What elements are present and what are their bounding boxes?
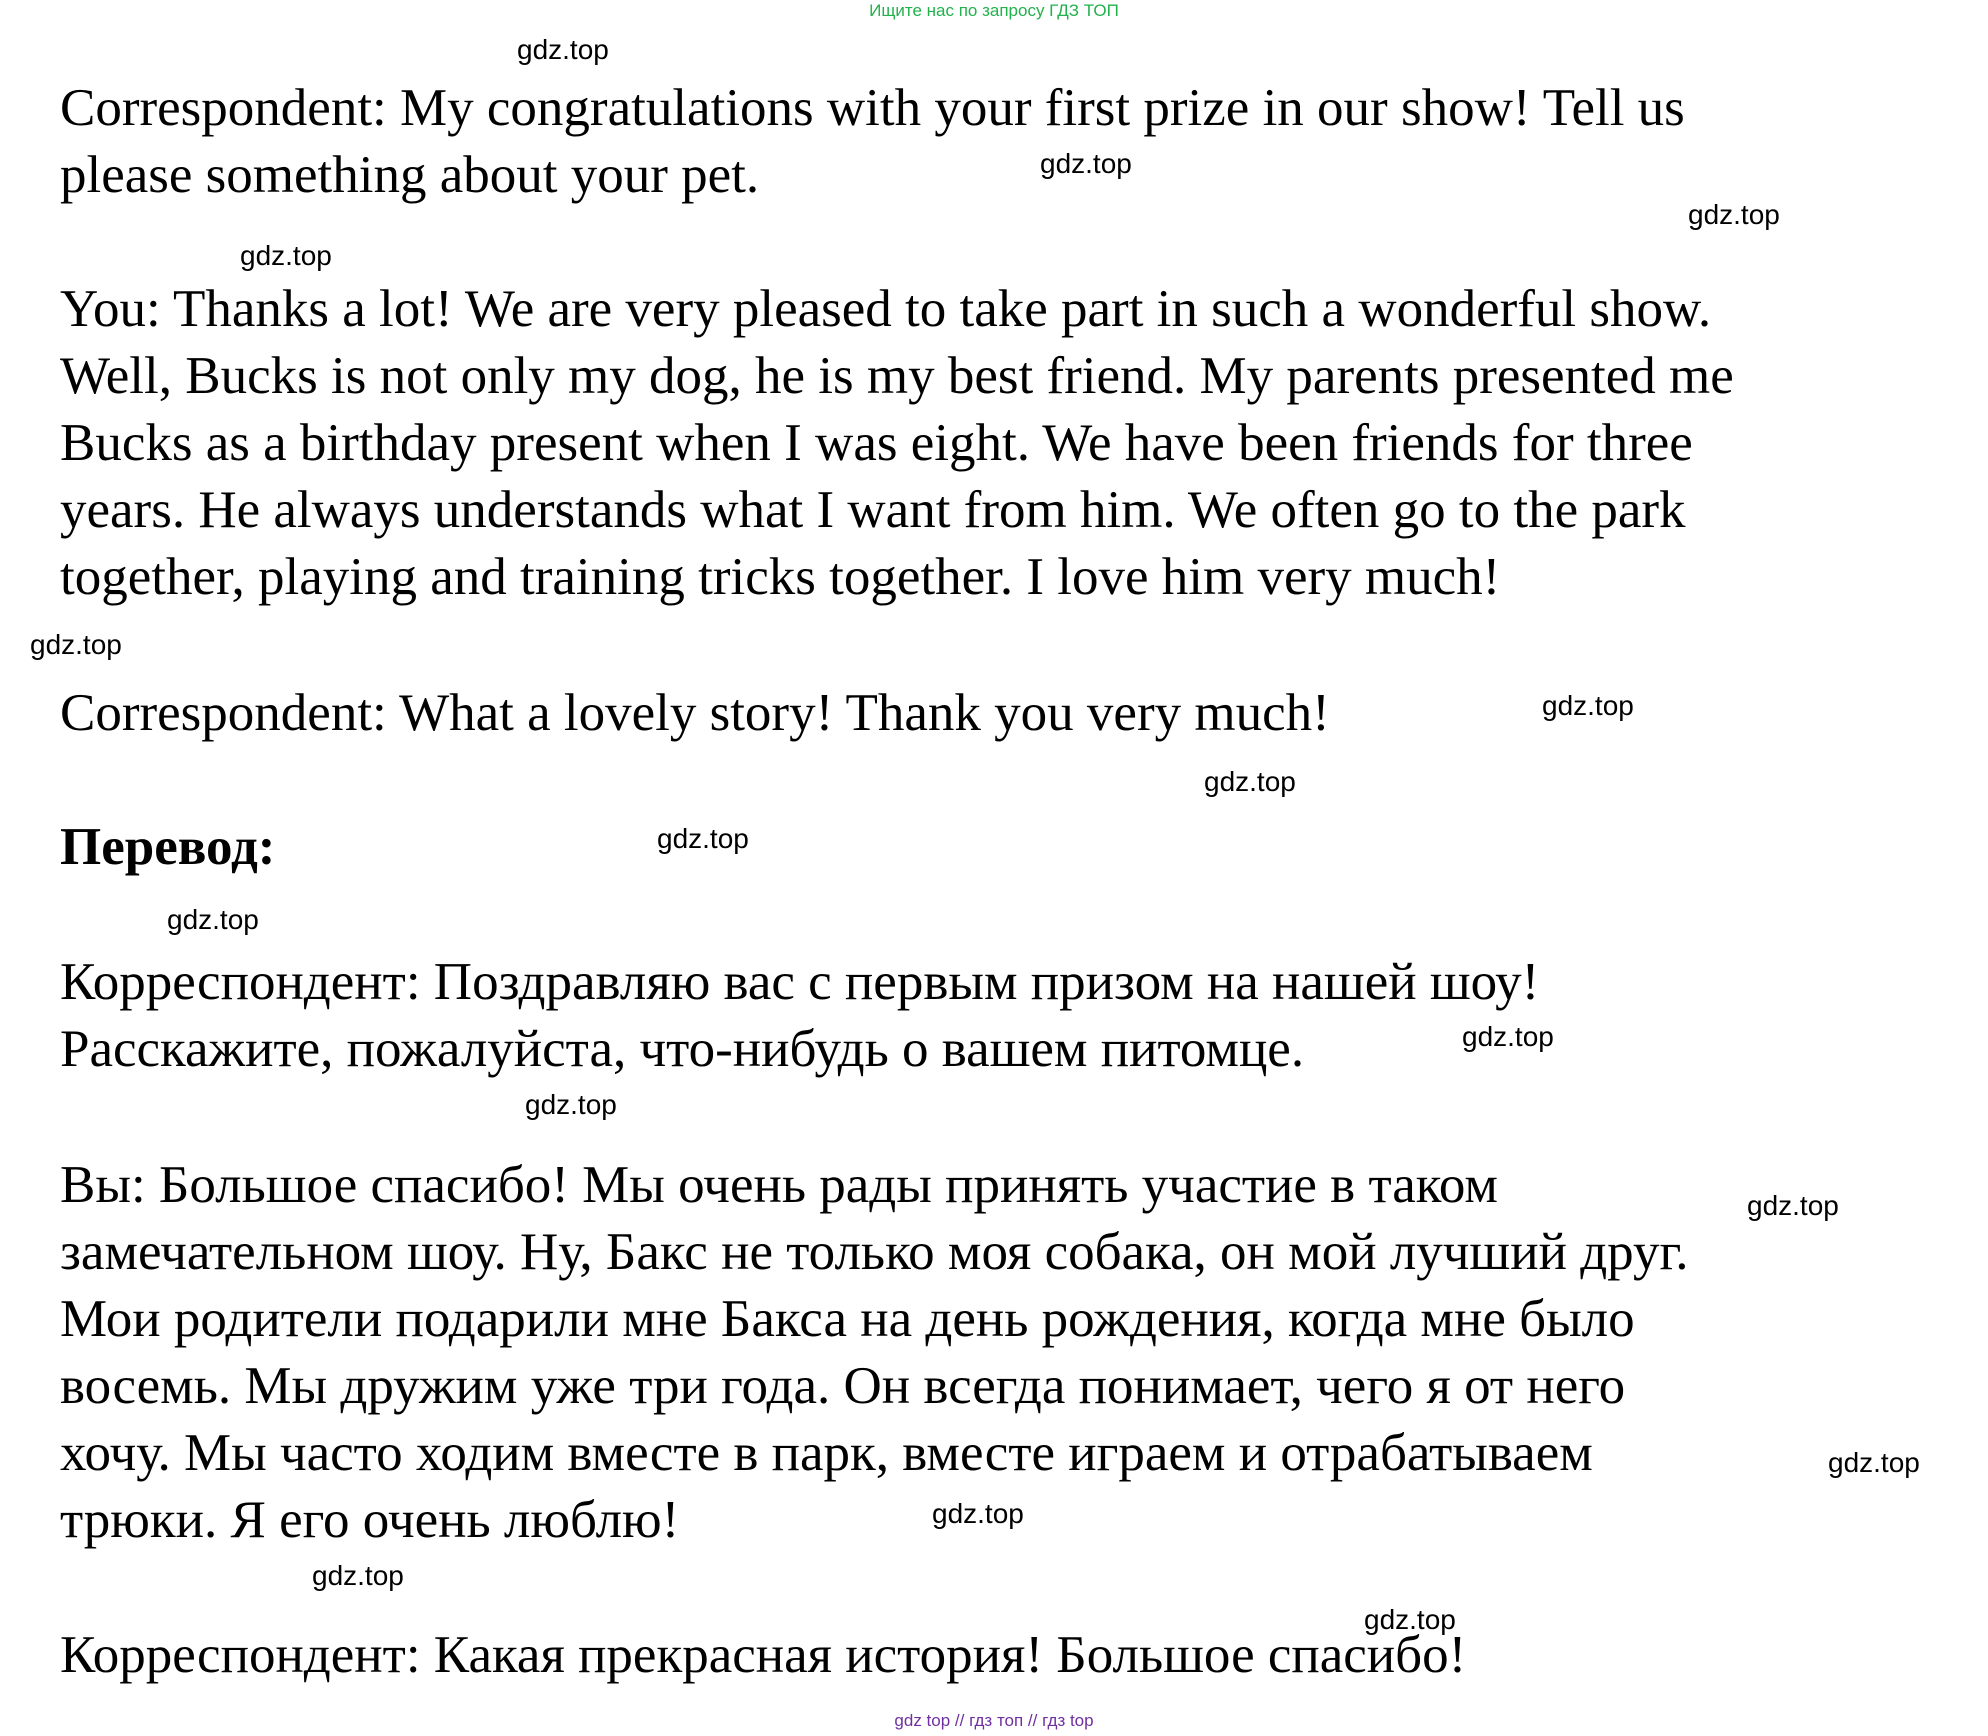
text-line: Bucks as a birthday present when I was eight. We have been friends for three	[60, 414, 1693, 472]
russian-paragraph-1	[60, 949, 1960, 1083]
text-line: Correspondent: What a lovely story! Thank you very much!	[60, 684, 1330, 742]
watermark: gdz.top	[517, 34, 609, 65]
watermark: gdz.top	[1542, 690, 1634, 721]
text-line: Расскажите, пожалуйста, что-нибудь о вашем питомце.	[60, 1020, 1305, 1078]
text-line: Корреспондент: Какая прекрасная история! Большое спасибо!	[60, 1626, 1467, 1684]
english-paragraph-2	[60, 276, 1960, 611]
watermark: gdz.top	[525, 1089, 617, 1120]
top-banner: Ищите нас по запросу ГДЗ ТОП	[869, 1, 1119, 20]
text-line: Корреспондент: Поздравляю вас с первым призом на нашей шоу!	[60, 953, 1540, 1011]
footer-watermark: gdz top // гдз топ // гдз top	[894, 1711, 1094, 1730]
text-line: Well, Bucks is not only my dog, he is my best friend. My parents presented me	[60, 347, 1734, 405]
text-line: хочу. Мы часто ходим вместе в парк, вместе играем и отрабатываем	[60, 1424, 1593, 1482]
watermark: gdz.top	[30, 629, 122, 660]
watermark: gdz.top	[312, 1560, 404, 1591]
watermark: gdz.top	[657, 823, 749, 854]
english-paragraph-1	[60, 75, 1960, 209]
russian-paragraph-3	[60, 1622, 1960, 1689]
text-line: together, playing and training tricks together. I love him very much!	[60, 548, 1501, 606]
text-line: Вы: Большое спасибо! Мы очень рады принять участие в таком	[60, 1156, 1498, 1214]
watermark: gdz.top	[1688, 199, 1780, 230]
watermark: gdz.top	[1462, 1021, 1554, 1052]
text-line: years. He always understands what I want from him. We often go to the park	[60, 481, 1686, 539]
watermark: gdz.top	[1828, 1447, 1920, 1478]
watermark: gdz.top	[1040, 148, 1132, 179]
watermark: gdz.top	[932, 1498, 1024, 1529]
english-paragraph-3	[60, 680, 1960, 747]
text-line: Мои родители подарили мне Бакса на день рождения, когда мне было	[60, 1290, 1635, 1348]
watermark: gdz.top	[1204, 766, 1296, 797]
watermark: gdz.top	[167, 904, 259, 935]
watermark: gdz.top	[1364, 1604, 1456, 1635]
text-line: восемь. Мы дружим уже три года. Он всегда понимает, чего я от него	[60, 1357, 1626, 1415]
watermark: gdz.top	[1747, 1190, 1839, 1221]
text-line: трюки. Я его очень люблю!	[60, 1491, 680, 1549]
text-line: You: Thanks a lot! We are very pleased to take part in such a wonderful show.	[60, 280, 1712, 338]
text-line: Correspondent: My congratulations with your first prize in our show! Tell us	[60, 79, 1685, 137]
translation-heading: Перевод:	[60, 818, 276, 876]
russian-paragraph-2	[60, 1152, 1960, 1554]
watermark: gdz.top	[240, 240, 332, 271]
text-line: please something about your pet.	[60, 146, 760, 204]
text-line: замечательном шоу. Ну, Бакс не только моя собака, он мой лучший друг.	[60, 1223, 1689, 1281]
